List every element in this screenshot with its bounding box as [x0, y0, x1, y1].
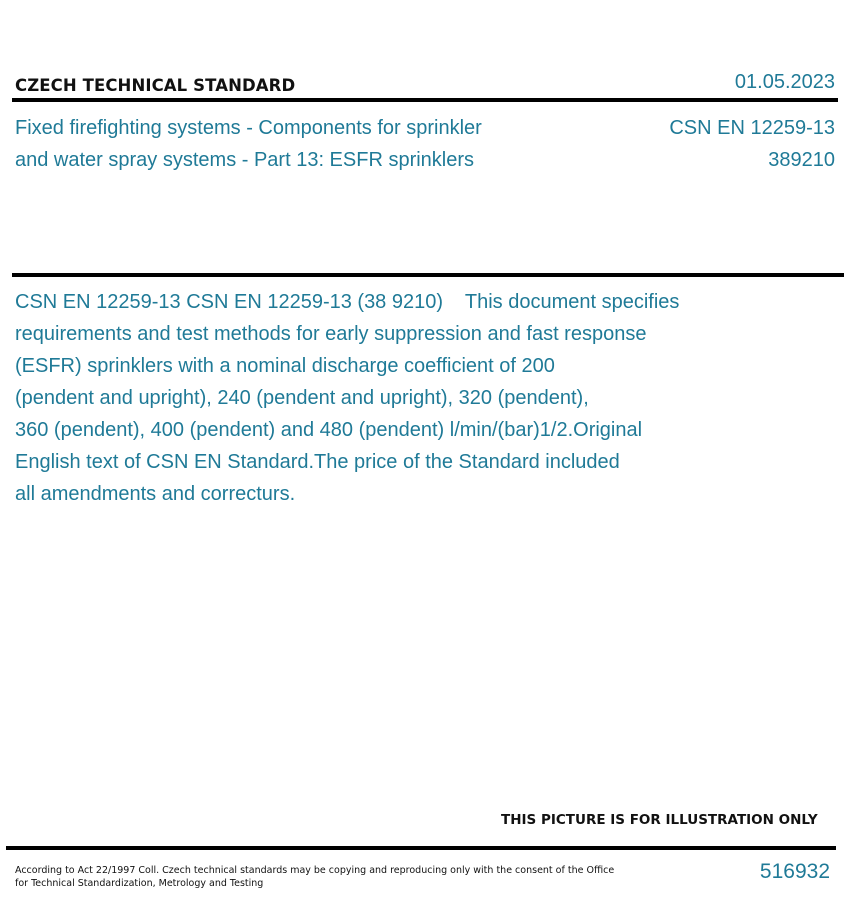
middle-divider: [12, 273, 844, 277]
legal-notice-line-2: for Technical Standardization, Metrology and Testing: [15, 878, 264, 889]
document-title-line-2: and water spray systems - Part 13: ESFR sprinklers: [15, 149, 475, 171]
catalog-id: 516932: [759, 860, 830, 883]
legal-notice: [15, 864, 614, 890]
bottom-divider: [6, 846, 836, 850]
abstract-line: English text of CSN EN Standard.The price of the Standard included: [15, 451, 620, 473]
abstract-line: requirements and test methods for early suppression and fast response: [15, 323, 647, 345]
illustration-disclaimer: THIS PICTURE IS FOR ILLUSTRATION ONLY: [501, 812, 818, 828]
top-divider: [12, 98, 838, 102]
standard-type-label: CZECH TECHNICAL STANDARD: [15, 76, 296, 95]
abstract-line: (pendent and upright), 240 (pendent and upright), 320 (pendent),: [15, 387, 589, 409]
document-title-line-1: Fixed firefighting systems - Components for sprinkler: [15, 117, 482, 139]
standard-number: CSN EN 12259-13: [669, 117, 835, 139]
abstract-line: (ESFR) sprinklers with a nominal discharge coefficient of 200: [15, 355, 555, 377]
abstract-line: all amendments and correcturs.: [15, 483, 296, 505]
classification-code: 389210: [768, 149, 835, 171]
abstract-line: CSN EN 12259-13 CSN EN 12259-13 (38 9210) This document specifies: [15, 291, 680, 313]
abstract-line: 360 (pendent), 400 (pendent) and 480 (pendent) l/min/(bar)1/2.Original: [15, 419, 643, 441]
legal-notice-line-1: According to Act 22/1997 Coll. Czech technical standards may be copying and reproducing only with the consent of the Office: [15, 865, 615, 876]
publication-date: 01.05.2023: [734, 71, 835, 93]
